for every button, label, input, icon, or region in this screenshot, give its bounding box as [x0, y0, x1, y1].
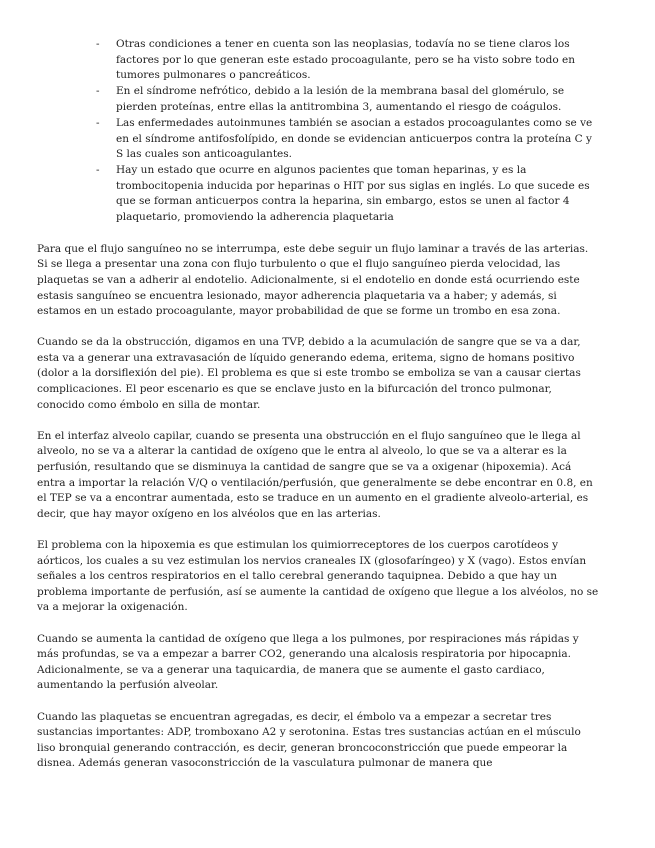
spacer — [37, 616, 599, 632]
paragraph: Cuando se aumenta la cantidad de oxígeno que llega a los pulmones, por respiraciones más rápidas y más profundas, se va a empezar a barrer CO2, generando una alcalosis respiratoria por hipocapnia. Adicionalmente, se va a generar una taquicardia, de manera que se aumente el gasto cardiaco, aumentando la perfusión alveolar. — [37, 632, 579, 692]
paragraph: Para que el flujo sanguíneo no se interrumpa, este debe seguir un flujo laminar a través de las arterias. Si se llega a presentar una zona con flujo turbulento o que el flujo sanguíneo pierda velocidad, las plaquetas se van a adherir al endotelio. Adicionalmente, si el endotelio en donde está ocurriendo este estasis sanguíneo se encuentra lesionado, mayor adherencia plaquetaria va a haber; y además, si estamos en un estado procoagulante, mayor probabilidad de que se forme un trombo en esa zona. — [37, 242, 589, 318]
bullet-item — [37, 84, 599, 115]
spacer — [37, 320, 599, 336]
spacer — [37, 413, 599, 429]
bullet-dash: - — [96, 38, 100, 50]
bullet-dash: - — [96, 85, 100, 98]
paragraph: Cuando las plaquetas se encuentran agregadas, es decir, el émbolo va a empezar a secretar tres sustancias importantes: ADP, tromboxano A2 y serotonina. Estas tres sustancias actúan en el músculo liso bronquial generando contracción, es decir, generan broncoconstricción que puede empeorar la disnea. Además generan vasoconstricción de la vasculatura pulmonar de manera que — [37, 710, 581, 770]
bullet-text: Hay un estado que ocurre en algunos pacientes que toman heparinas, y es la trombocitopenia inducida por heparinas o HIT por sus siglas en inglés. Lo que sucede es que se forman anticuerpos contra la heparina, sin embargo, estos se unen al factor 4 plaquetario, promoviendo la adherencia plaquetaria — [116, 164, 590, 224]
spacer — [37, 694, 599, 710]
bullet-text: Las enfermedades autoinmunes también se asocian a estados procoagulantes como se ve en el síndrome antifosfolípido, en donde se evidencian anticuerpos contra la proteína C y S las cuales son anticoagulantes. — [116, 116, 593, 161]
paragraph: El problema con la hipoxemia es que estimulan los quimiorreceptores de los cuerpos carotídeos y aórticos, los cuales a su vez estimulan los nervios craneales IX (glosofaríngeo) y X (vago). Estos envían señales a los centros respiratorios en el tallo cerebral generando taquipnea. Debido a que hay un problema importante de perfusión, así se aumente la cantidad de oxígeno que llegue a los alvéolos, no se va a mejorar la oxigenación. — [37, 539, 599, 614]
bullet-item — [37, 163, 599, 225]
paragraph: Cuando se da la obstrucción, digamos en una TVP, debido a la acumulación de sangre que se va a dar, esta va a generar una extravasación de líquido generando edema, eritema, signo de homans positivo (dolor a la dorsiflexión del pie). El problema es que si este trombo se emboliza se van a causar ciertas complicaciones. El peor escenario es que se enclave justo en la bifurcación del tronco pulmonar, conocido como émbolo en silla de montar. — [37, 336, 581, 411]
bullet-dash: - — [96, 164, 100, 177]
spacer — [37, 226, 599, 242]
bullet-text: En el síndrome nefrótico, debido a la lesión de la membrana basal del glomérulo, se pierden proteínas, entre ellas la antitrombina 3, aumentando el riesgo de coágulos. — [116, 85, 565, 113]
paragraph: En el interfaz alveolo capilar, cuando se presenta una obstrucción en el flujo sanguíneo que le llega al alveolo, no se va a alterar la cantidad de oxígeno que le entra al alveolo, lo que se va a alterar es la perfusión, resultando que se disminuya la cantidad de sangre que se va a oxigenar (hipoxemia). Acá entra a importar la relación V/Q o ventilación/perfusión, que generalmente se debe encontrar en 0.8, en el TEP se va a encontrar aumentada, esto se traduce en un aumento en el gradiente alveolo-arterial, es decir, que hay mayor oxígeno en los alvéolos que en las arterias. — [37, 429, 593, 520]
bullet-list — [37, 37, 599, 226]
spacer — [37, 522, 599, 538]
bullet-item — [37, 37, 599, 84]
bullet-item — [37, 116, 599, 163]
bullet-text: Otras condiciones a tener en cuenta son las neoplasias, todavía no se tiene claros los factores por lo que generan este estado procoagulante, pero se ha visto sobre todo en tumores pulmonares o pancreáticos. — [116, 38, 575, 82]
bullet-dash: - — [96, 116, 100, 129]
